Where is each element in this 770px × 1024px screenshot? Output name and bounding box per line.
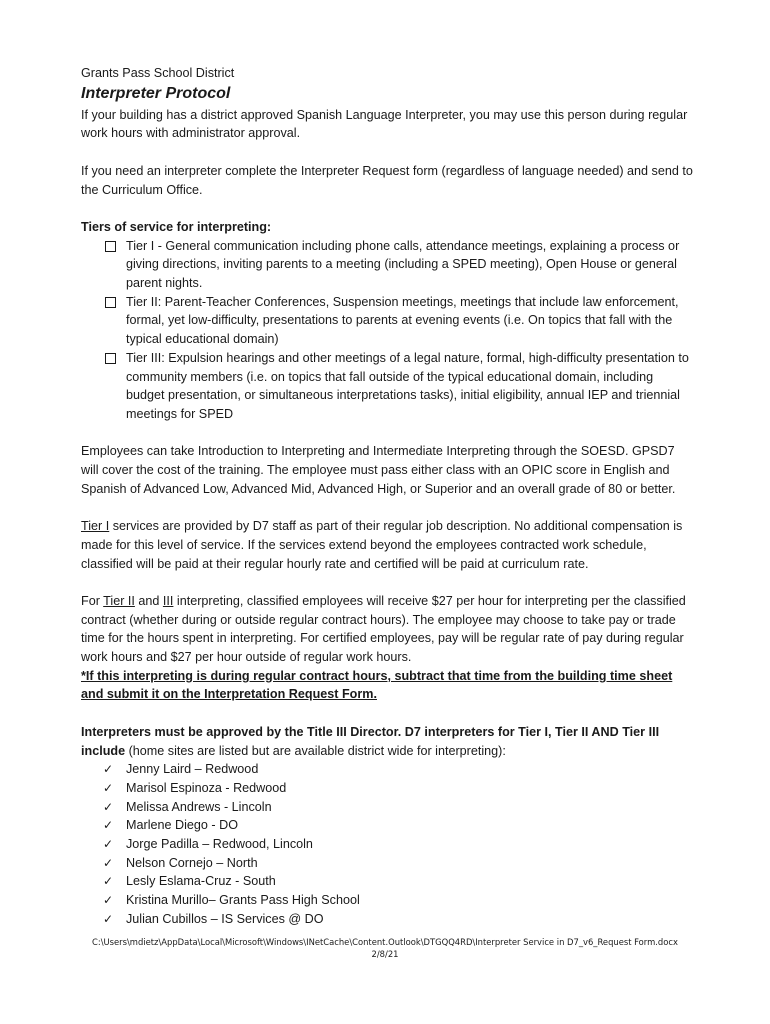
check-icon: ✓	[103, 818, 114, 833]
page-title: Interpreter Protocol	[81, 84, 231, 102]
checkbox-icon	[105, 297, 116, 308]
approval-rest: (home sites are listed but are available district wide for interpreting):	[125, 743, 506, 758]
interpreter-item	[81, 816, 693, 835]
district-name: Grants Pass School District	[81, 66, 235, 80]
interpreter-name: Marisol Espinoza - Redwood	[126, 780, 287, 795]
check-icon: ✓	[103, 837, 114, 852]
interpreter-item	[81, 891, 693, 910]
checkbox-icon	[105, 353, 116, 364]
tier1-text: services are provided by D7 staff as part of their regular job description. No additional compensation is made for this level of service. If the services extend beyond the employees contracted work schedule, classified will be paid at their regular hourly rate and certified will be paid at curriculum rate.	[81, 519, 683, 571]
check-icon: ✓	[103, 799, 114, 814]
interpreter-name: Julian Cubillos – IS Services @ DO	[126, 911, 324, 926]
file-path: C:\Users\mdietz\AppData\Local\Microsoft\Windows\INetCache\Content.Outlook\DTGQQ4RD\Interpreter Service in D7_v6_Request Form.docx	[92, 937, 678, 947]
check-icon: ✓	[103, 780, 114, 795]
interpreter-name: Lesly Eslama-Cruz - South	[126, 874, 276, 889]
time-sheet-note: *If this interpreting is during regular contract hours, subtract that time from the building time sheet and submit it on the Interpretation Request Form.	[81, 668, 673, 702]
interpreter-name: Nelson Cornejo – North	[126, 855, 258, 870]
interpreter-name: Jorge Padilla – Redwood, Lincoln	[126, 837, 313, 852]
interpreter-name: Kristina Murillo– Grants Pass High School	[126, 893, 360, 908]
approval-paragraph	[81, 723, 693, 760]
checkbox-icon	[105, 241, 116, 252]
tier23-prefix: For	[81, 593, 104, 608]
tier3-label: III	[162, 593, 174, 608]
tier-item-text: Tier I - General communication including phone calls, attendance meetings, explaining a process or giving directions, inviting parents to a meeting (including a SPED meeting), Open House or general parent nights.	[126, 238, 680, 290]
tiers-heading: Tiers of service for interpreting:	[81, 219, 272, 234]
tier23-text: interpreting, classified employees will receive $27 per hour for interpreting per the classified contract (whether during or outside regular contract hours). The employee may choose to take pay or trade time for the hours spent in interpreting. For certified employees, pay will be regular rate of pay during regular work hours and $27 per hour outside of regular work hours.	[81, 593, 686, 665]
interpreter-list	[81, 760, 693, 928]
interpreter-item	[81, 779, 693, 798]
check-icon: ✓	[103, 911, 114, 926]
interpreter-name: Marlene Diego - DO	[126, 818, 238, 833]
interpreter-item	[81, 854, 693, 873]
tier-item	[81, 237, 693, 293]
check-icon: ✓	[103, 762, 114, 777]
tier-item	[81, 293, 693, 349]
interpreter-item	[81, 872, 693, 891]
footer-date: 2/8/21	[371, 949, 399, 959]
interpreter-name: Jenny Laird – Redwood	[126, 762, 259, 777]
page-footer	[0, 936, 770, 960]
tier23-and: and	[134, 593, 163, 608]
interpreter-name: Melissa Andrews - Lincoln	[126, 799, 272, 814]
interpreter-item	[81, 760, 693, 779]
intro-paragraph-1: If your building has a district approved Spanish Language Interpreter, you may use this person during regular work hours with administrator approval.	[81, 107, 688, 141]
tier-item	[81, 349, 693, 424]
approval-bold: Interpreters must be approved by the Title III Director. D7 interpreters for Tier I, Tier II AND Tier III include	[81, 724, 660, 758]
tier-list	[81, 237, 693, 424]
tier1-paragraph	[81, 517, 693, 573]
document-body	[81, 64, 693, 929]
interpreter-item	[81, 798, 693, 817]
check-icon: ✓	[103, 855, 114, 870]
tier-item-text: Tier III: Expulsion hearings and other meetings of a legal nature, formal, high-difficulty presentation to community members (i.e. on topics that fall outside of the typical educational domain, including budget presentation, or simultaneous interpretations tasks), initial eligibility, annual IEP and triennial meetings for SPED	[126, 350, 689, 421]
tier-item-text: Tier II: Parent-Teacher Conferences, Suspension meetings, meetings that include law enforcement, formal, yet low-difficulty, presentations to parents at evening events (i.e. On topics that fall with the typical educational domain)	[126, 294, 679, 347]
intro-paragraph-2: If you need an interpreter complete the Interpreter Request form (regardless of language needed) and send to the Curriculum Office.	[81, 163, 693, 197]
tier23-paragraph	[81, 592, 693, 667]
check-icon: ✓	[103, 874, 114, 889]
check-icon: ✓	[103, 893, 114, 908]
training-paragraph: Employees can take Introduction to Interpreting and Intermediate Interpreting through the SOESD. GPSD7 will cover the cost of the training. The employee must pass either class with an OPIC score in English and Spanish of Advanced Low, Advanced Mid, Advanced High, or Superior and an overall grade of 80 or better.	[81, 444, 676, 496]
interpreter-item	[81, 835, 693, 854]
interpreter-item	[81, 910, 693, 929]
tier1-label: Tier I	[81, 519, 110, 534]
tier2-label: Tier II	[103, 593, 135, 608]
